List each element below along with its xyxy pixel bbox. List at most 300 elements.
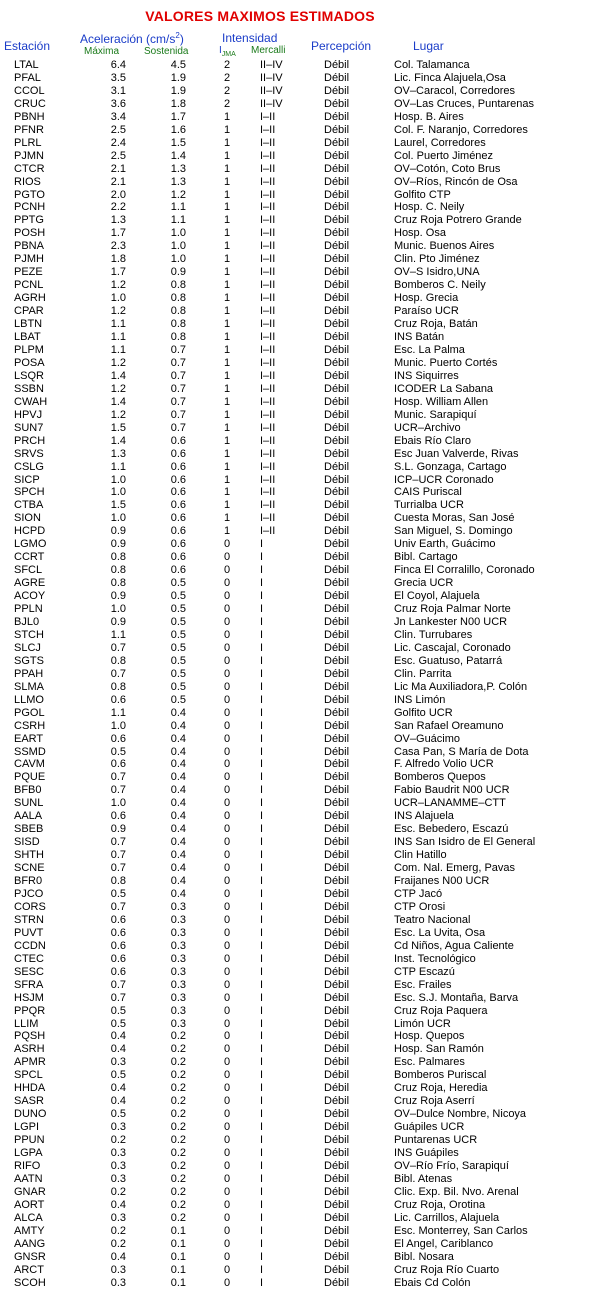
percepcion: Débil xyxy=(324,965,350,978)
percepcion: Débil xyxy=(324,719,350,732)
aceleracion-maxima: 0.4 xyxy=(110,1082,126,1095)
intensidad-mercalli: I–II xyxy=(260,356,276,369)
percepcion: Débil xyxy=(324,240,350,253)
aceleracion-maxima: 1.2 xyxy=(110,305,126,318)
station-code: PJMN xyxy=(14,149,44,162)
percepcion: Débil xyxy=(324,1004,350,1017)
intensidad-ijma: 0 xyxy=(223,888,231,900)
intensidad-ijma: 1 xyxy=(223,175,231,188)
station-code: AORT xyxy=(14,1198,45,1211)
intensidad-mercalli: I xyxy=(260,667,264,680)
aceleracion-maxima: 0.6 xyxy=(110,965,126,978)
intensidad-ijma: 1 xyxy=(223,110,231,123)
aceleracion-maxima: 1.1 xyxy=(110,460,126,473)
aceleracion-sostenida: 0.6 xyxy=(170,525,186,538)
intensidad-ijma: 0 xyxy=(223,1276,231,1289)
table-row xyxy=(0,292,590,305)
intensidad-mercalli: I xyxy=(260,1043,264,1056)
aceleracion-maxima: 0.9 xyxy=(110,525,126,538)
station-code: SASR xyxy=(14,1095,44,1108)
intensidad-ijma: 0 xyxy=(223,719,231,732)
subheader-sostenida: Sostenida xyxy=(144,46,189,57)
aceleracion-maxima: 0.5 xyxy=(110,1017,126,1030)
intensidad-ijma: 1 xyxy=(223,499,231,512)
intensidad-ijma: 0 xyxy=(223,577,231,590)
intensidad-ijma: 0 xyxy=(223,771,231,784)
aceleracion-sostenida: 0.4 xyxy=(170,888,186,900)
intensidad-mercalli: I–II xyxy=(260,486,276,499)
lugar: Limón UCR xyxy=(394,1017,451,1030)
aceleracion-maxima: 0.7 xyxy=(110,900,126,913)
table-row xyxy=(0,150,590,163)
station-code: LGMO xyxy=(14,538,47,551)
table-row xyxy=(0,189,590,202)
intensidad-ijma: 0 xyxy=(223,1017,231,1030)
table-row xyxy=(0,914,590,927)
intensidad-ijma: 1 xyxy=(223,473,231,486)
percepcion: Débil xyxy=(324,343,350,356)
station-code: SSMD xyxy=(14,745,46,758)
intensidad-ijma: 0 xyxy=(223,1263,231,1276)
lugar: Bomberos Puriscal xyxy=(394,1069,487,1082)
lugar: Lic. Carrillos, Alajuela xyxy=(394,1211,500,1224)
percepcion: Débil xyxy=(324,1185,350,1198)
percepcion: Débil xyxy=(324,486,350,499)
subheader-maxima: Máxima xyxy=(84,46,120,57)
aceleracion-sostenida: 1.7 xyxy=(170,110,186,123)
header-intensidad: Intensidad xyxy=(222,31,278,45)
percepcion: Débil xyxy=(324,421,350,434)
aceleracion-maxima: 1.1 xyxy=(110,343,126,356)
lugar: Fraijanes N00 UCR xyxy=(394,875,490,888)
aceleracion-maxima: 3.1 xyxy=(110,84,126,97)
table-row xyxy=(0,279,590,292)
lugar: ICODER La Sabana xyxy=(394,382,494,395)
intensidad-ijma: 0 xyxy=(223,628,231,641)
header-estacion: Estación xyxy=(4,39,51,53)
lugar: Guápiles UCR xyxy=(394,1121,465,1134)
percepcion: Débil xyxy=(324,369,350,382)
intensidad-mercalli: I xyxy=(260,603,264,616)
aceleracion-maxima: 0.2 xyxy=(110,1237,126,1250)
aceleracion-sostenida: 0.6 xyxy=(170,564,186,577)
intensidad-mercalli: I–II xyxy=(260,201,276,214)
aceleracion-sostenida: 0.4 xyxy=(170,732,186,745)
aceleracion-maxima: 0.4 xyxy=(110,1250,126,1263)
aceleracion-sostenida: 0.6 xyxy=(170,551,186,564)
intensidad-ijma: 1 xyxy=(223,227,231,240)
aceleracion-sostenida: 0.4 xyxy=(170,823,186,836)
intensidad-mercalli: II–IV xyxy=(260,97,283,110)
aceleracion-maxima: 1.4 xyxy=(110,434,126,447)
station-code: DUNO xyxy=(14,1108,47,1121)
lugar: Casa Pan, S María de Dota xyxy=(394,745,529,758)
station-code: SICP xyxy=(14,473,40,486)
aceleracion-maxima: 6.4 xyxy=(110,59,126,71)
percepcion: Débil xyxy=(324,1211,350,1224)
station-code: SRVS xyxy=(14,447,44,460)
intensidad-mercalli: I xyxy=(260,900,264,913)
lugar: OV–Caracol, Corredores xyxy=(394,84,516,97)
percepcion: Débil xyxy=(324,810,350,823)
aceleracion-maxima: 0.8 xyxy=(110,680,126,693)
station-code: HSJM xyxy=(14,991,44,1004)
table-row xyxy=(0,551,590,564)
intensidad-ijma: 0 xyxy=(223,1250,231,1263)
aceleracion-maxima: 0.7 xyxy=(110,849,126,862)
intensidad-mercalli: I xyxy=(260,1108,264,1121)
intensidad-ijma: 0 xyxy=(223,732,231,745)
header-lugar: Lugar xyxy=(413,39,444,53)
aceleracion-maxima: 1.0 xyxy=(110,719,126,732)
aceleracion-sostenida: 0.6 xyxy=(170,473,186,486)
intensidad-ijma: 0 xyxy=(223,1172,231,1185)
table-row xyxy=(0,758,590,771)
aceleracion-maxima: 0.5 xyxy=(110,745,126,758)
table-row xyxy=(0,979,590,992)
intensidad-ijma: 1 xyxy=(223,447,231,460)
aceleracion-sostenida: 0.3 xyxy=(170,978,186,991)
station-code: PPLN xyxy=(14,603,43,616)
aceleracion-maxima: 2.5 xyxy=(110,123,126,136)
aceleracion-sostenida: 0.3 xyxy=(170,900,186,913)
aceleracion-sostenida: 1.9 xyxy=(170,71,186,84)
intensidad-mercalli: I–II xyxy=(260,447,276,460)
intensidad-mercalli: I xyxy=(260,1056,264,1069)
intensidad-ijma: 1 xyxy=(223,149,231,162)
aceleracion-sostenida: 0.7 xyxy=(170,421,186,434)
aceleracion-maxima: 0.7 xyxy=(110,667,126,680)
aceleracion-maxima: 0.6 xyxy=(110,810,126,823)
percepcion: Débil xyxy=(324,292,350,305)
percepcion: Débil xyxy=(324,667,350,680)
lugar: Cruz Roja Aserrí xyxy=(394,1095,475,1108)
table-row xyxy=(0,720,590,733)
intensidad-ijma: 0 xyxy=(223,978,231,991)
aceleracion-sostenida: 0.2 xyxy=(170,1198,186,1211)
intensidad-ijma: 0 xyxy=(223,1082,231,1095)
station-code: POSA xyxy=(14,356,45,369)
percepcion: Débil xyxy=(324,1030,350,1043)
lugar: Munic. Puerto Cortés xyxy=(394,356,498,369)
table-row xyxy=(0,707,590,720)
subheader-ijma-text: I xyxy=(219,45,222,56)
table-row xyxy=(0,214,590,227)
aceleracion-maxima: 3.4 xyxy=(110,110,126,123)
aceleracion-sostenida: 0.2 xyxy=(170,1134,186,1147)
percepcion: Débil xyxy=(324,577,350,590)
station-code: PEZE xyxy=(14,266,43,279)
percepcion: Débil xyxy=(324,628,350,641)
lugar: Teatro Nacional xyxy=(394,913,471,926)
percepcion: Débil xyxy=(324,797,350,810)
aceleracion-maxima: 0.3 xyxy=(110,1160,126,1173)
intensidad-mercalli: I xyxy=(260,1004,264,1017)
percepcion: Débil xyxy=(324,1108,350,1121)
aceleracion-maxima: 0.7 xyxy=(110,978,126,991)
station-code: PJCO xyxy=(14,888,44,900)
header-percepcion: Percepción xyxy=(311,39,372,53)
intensidad-ijma: 0 xyxy=(223,952,231,965)
intensidad-mercalli: I xyxy=(260,1069,264,1082)
lugar: Bibl. Nosara xyxy=(394,1250,454,1263)
table-row xyxy=(0,538,590,551)
intensidad-ijma: 0 xyxy=(223,836,231,849)
station-code: SFRA xyxy=(14,978,44,991)
aceleracion-maxima: 0.5 xyxy=(110,888,126,900)
intensidad-mercalli: I xyxy=(260,1017,264,1030)
intensidad-mercalli: I xyxy=(260,797,264,810)
table-row xyxy=(0,810,590,823)
intensidad-mercalli: II–IV xyxy=(260,59,283,71)
percepcion: Débil xyxy=(324,1043,350,1056)
percepcion: Débil xyxy=(324,382,350,395)
percepcion: Débil xyxy=(324,978,350,991)
intensidad-ijma: 0 xyxy=(223,538,231,551)
intensidad-mercalli: I xyxy=(260,1237,264,1250)
intensidad-ijma: 0 xyxy=(223,913,231,926)
lugar: INS Siquirres xyxy=(394,369,459,382)
station-code: EART xyxy=(14,732,44,745)
lugar: INS Limón xyxy=(394,693,446,706)
station-code: SLMA xyxy=(14,680,44,693)
station-code: BFR0 xyxy=(14,875,43,888)
aceleracion-sostenida: 0.4 xyxy=(170,836,186,849)
aceleracion-maxima: 1.4 xyxy=(110,369,126,382)
intensidad-ijma: 1 xyxy=(223,279,231,292)
percepcion: Débil xyxy=(324,1095,350,1108)
lugar: Cruz Roja, Heredia xyxy=(394,1082,488,1095)
percepcion: Débil xyxy=(324,888,350,900)
table-row xyxy=(0,137,590,150)
table-row xyxy=(0,1095,590,1108)
aceleracion-sostenida: 0.2 xyxy=(170,1056,186,1069)
percepcion: Débil xyxy=(324,136,350,149)
lugar: ICP–UCR Coronado xyxy=(394,473,494,486)
lugar: Grecia UCR xyxy=(394,577,454,590)
lugar: OV–Guácimo xyxy=(394,732,461,745)
intensidad-ijma: 2 xyxy=(223,84,231,97)
aceleracion-sostenida: 0.4 xyxy=(170,784,186,797)
lugar: S.L. Gonzaga, Cartago xyxy=(394,460,507,473)
intensidad-mercalli: I–II xyxy=(260,331,276,344)
intensidad-mercalli: I xyxy=(260,745,264,758)
intensidad-ijma: 1 xyxy=(223,525,231,538)
percepcion: Débil xyxy=(324,149,350,162)
percepcion: Débil xyxy=(324,175,350,188)
percepcion: Débil xyxy=(324,1263,350,1276)
aceleracion-sostenida: 0.8 xyxy=(170,331,186,344)
intensidad-mercalli: I–II xyxy=(260,136,276,149)
station-code: PFAL xyxy=(14,71,41,84)
intensidad-mercalli: I xyxy=(260,1250,264,1263)
aceleracion-sostenida: 0.1 xyxy=(170,1237,186,1250)
intensidad-ijma: 1 xyxy=(223,331,231,344)
table-row xyxy=(0,733,590,746)
aceleracion-maxima: 0.8 xyxy=(110,577,126,590)
lugar: Esc. S.J. Montaña, Barva xyxy=(394,991,519,1004)
lugar: Hosp. Osa xyxy=(394,227,446,240)
aceleracion-sostenida: 1.4 xyxy=(170,149,186,162)
table-row xyxy=(0,992,590,1005)
intensidad-ijma: 0 xyxy=(223,1147,231,1160)
aceleracion-maxima: 0.7 xyxy=(110,836,126,849)
station-code: PRCH xyxy=(14,434,46,447)
lugar: Lic. Cascajal, Coronado xyxy=(394,641,511,654)
lugar: San Rafael Oreamuno xyxy=(394,719,504,732)
intensidad-ijma: 0 xyxy=(223,1237,231,1250)
percepcion: Débil xyxy=(324,1017,350,1030)
aceleracion-sostenida: 0.6 xyxy=(170,538,186,551)
table-row xyxy=(0,694,590,707)
lugar: UCR–LANAMME–CTT xyxy=(394,797,506,810)
percepcion: Débil xyxy=(324,305,350,318)
aceleracion-maxima: 0.7 xyxy=(110,771,126,784)
intensidad-ijma: 0 xyxy=(223,1056,231,1069)
lugar: Clin. Parrita xyxy=(394,667,452,680)
table-row xyxy=(0,474,590,487)
aceleracion-sostenida: 0.7 xyxy=(170,382,186,395)
intensidad-ijma: 1 xyxy=(223,188,231,201)
lugar: F. Alfredo Volio UCR xyxy=(394,758,494,771)
intensidad-mercalli: I–II xyxy=(260,279,276,292)
station-code: CPAR xyxy=(14,305,44,318)
lugar: CTP Orosi xyxy=(394,900,446,913)
percepcion: Débil xyxy=(324,214,350,227)
aceleracion-maxima: 0.7 xyxy=(110,862,126,875)
table-row xyxy=(0,1277,590,1290)
aceleracion-maxima: 1.0 xyxy=(110,512,126,525)
percepcion: Débil xyxy=(324,603,350,616)
station-code: ARCT xyxy=(14,1263,44,1276)
intensidad-mercalli: I xyxy=(260,952,264,965)
table-row xyxy=(0,901,590,914)
page-title: VALORES MAXIMOS ESTIMADOS xyxy=(145,8,375,24)
station-code: ALCA xyxy=(14,1211,43,1224)
lugar: Bibl. Atenas xyxy=(394,1172,453,1185)
aceleracion-maxima: 1.1 xyxy=(110,628,126,641)
aceleracion-maxima: 0.5 xyxy=(110,1108,126,1121)
intensidad-ijma: 0 xyxy=(223,1160,231,1173)
table-row xyxy=(0,771,590,784)
intensidad-mercalli: I xyxy=(260,926,264,939)
aceleracion-maxima: 0.7 xyxy=(110,784,126,797)
percepcion: Débil xyxy=(324,331,350,344)
intensidad-ijma: 0 xyxy=(223,1224,231,1237)
intensidad-mercalli: I–II xyxy=(260,175,276,188)
table-row xyxy=(0,655,590,668)
lugar: Esc. Palmares xyxy=(394,1056,465,1069)
table-row xyxy=(0,124,590,137)
percepcion: Débil xyxy=(324,952,350,965)
aceleracion-maxima: 1.3 xyxy=(110,214,126,227)
station-code: HCPD xyxy=(14,525,46,538)
percepcion: Débil xyxy=(324,499,350,512)
aceleracion-maxima: 1.8 xyxy=(110,253,126,266)
station-code: LGPI xyxy=(14,1121,40,1134)
aceleracion-sostenida: 0.4 xyxy=(170,771,186,784)
aceleracion-sostenida: 0.5 xyxy=(170,641,186,654)
aceleracion-maxima: 0.9 xyxy=(110,538,126,551)
aceleracion-sostenida: 0.4 xyxy=(170,797,186,810)
aceleracion-maxima: 1.0 xyxy=(110,603,126,616)
intensidad-mercalli: I–II xyxy=(260,292,276,305)
intensidad-mercalli: I–II xyxy=(260,253,276,266)
lugar: Cruz Roja Río Cuarto xyxy=(394,1263,500,1276)
aceleracion-sostenida: 0.2 xyxy=(170,1121,186,1134)
aceleracion-maxima: 0.6 xyxy=(110,693,126,706)
intensidad-ijma: 0 xyxy=(223,564,231,577)
intensidad-mercalli: I xyxy=(260,732,264,745)
table-row xyxy=(0,512,590,525)
table-row xyxy=(0,163,590,176)
intensidad-mercalli: I–II xyxy=(260,408,276,421)
aceleracion-maxima: 0.8 xyxy=(110,551,126,564)
aceleracion-sostenida: 0.6 xyxy=(170,499,186,512)
table-row xyxy=(0,577,590,590)
lugar: OV–Las Cruces, Puntarenas xyxy=(394,97,535,110)
aceleracion-maxima: 0.8 xyxy=(110,654,126,667)
station-code: HHDA xyxy=(14,1082,46,1095)
table-row xyxy=(0,1225,590,1238)
station-code: SPCH xyxy=(14,486,45,499)
lugar: Col. Talamanca xyxy=(394,59,470,71)
station-code: SCNE xyxy=(14,862,45,875)
percepcion: Débil xyxy=(324,1237,350,1250)
station-code: SSBN xyxy=(14,382,44,395)
intensidad-ijma: 1 xyxy=(223,266,231,279)
station-code: SION xyxy=(14,512,41,525)
lugar: Paraíso UCR xyxy=(394,305,459,318)
intensidad-mercalli: I xyxy=(260,615,264,628)
aceleracion-sostenida: 0.4 xyxy=(170,758,186,771)
intensidad-mercalli: I xyxy=(260,590,264,603)
percepcion: Débil xyxy=(324,162,350,175)
intensidad-mercalli: I xyxy=(260,641,264,654)
aceleracion-sostenida: 0.6 xyxy=(170,486,186,499)
intensidad-ijma: 1 xyxy=(223,214,231,227)
intensidad-ijma: 0 xyxy=(223,1211,231,1224)
lugar: Inst. Tecnológico xyxy=(394,952,476,965)
lugar: Cruz Roja, Orotina xyxy=(394,1198,486,1211)
aceleracion-sostenida: 0.8 xyxy=(170,318,186,331)
station-code: PCNH xyxy=(14,201,46,214)
aceleracion-sostenida: 0.3 xyxy=(170,913,186,926)
station-code: AGRE xyxy=(14,577,46,590)
table-row xyxy=(0,1212,590,1225)
aceleracion-sostenida: 0.5 xyxy=(170,628,186,641)
lugar: Clin. Pto Jiménez xyxy=(394,253,480,266)
intensidad-ijma: 0 xyxy=(223,590,231,603)
intensidad-mercalli: I xyxy=(260,1134,264,1147)
intensidad-mercalli: I xyxy=(260,706,264,719)
lugar: OV–S Isidro,UNA xyxy=(394,266,480,279)
intensidad-mercalli: I–II xyxy=(260,395,276,408)
lugar: Hosp. C. Neily xyxy=(394,201,465,214)
percepcion: Débil xyxy=(324,473,350,486)
table-row xyxy=(0,1069,590,1082)
lugar: Clic. Exp. Bil. Nvo. Arenal xyxy=(394,1185,519,1198)
intensidad-ijma: 0 xyxy=(223,784,231,797)
table-row xyxy=(0,111,590,124)
table-row xyxy=(0,1005,590,1018)
table-row xyxy=(0,486,590,499)
aceleracion-maxima: 1.5 xyxy=(110,421,126,434)
table-row xyxy=(0,448,590,461)
intensidad-ijma: 1 xyxy=(223,123,231,136)
percepcion: Débil xyxy=(324,395,350,408)
aceleracion-sostenida: 1.1 xyxy=(170,201,186,214)
